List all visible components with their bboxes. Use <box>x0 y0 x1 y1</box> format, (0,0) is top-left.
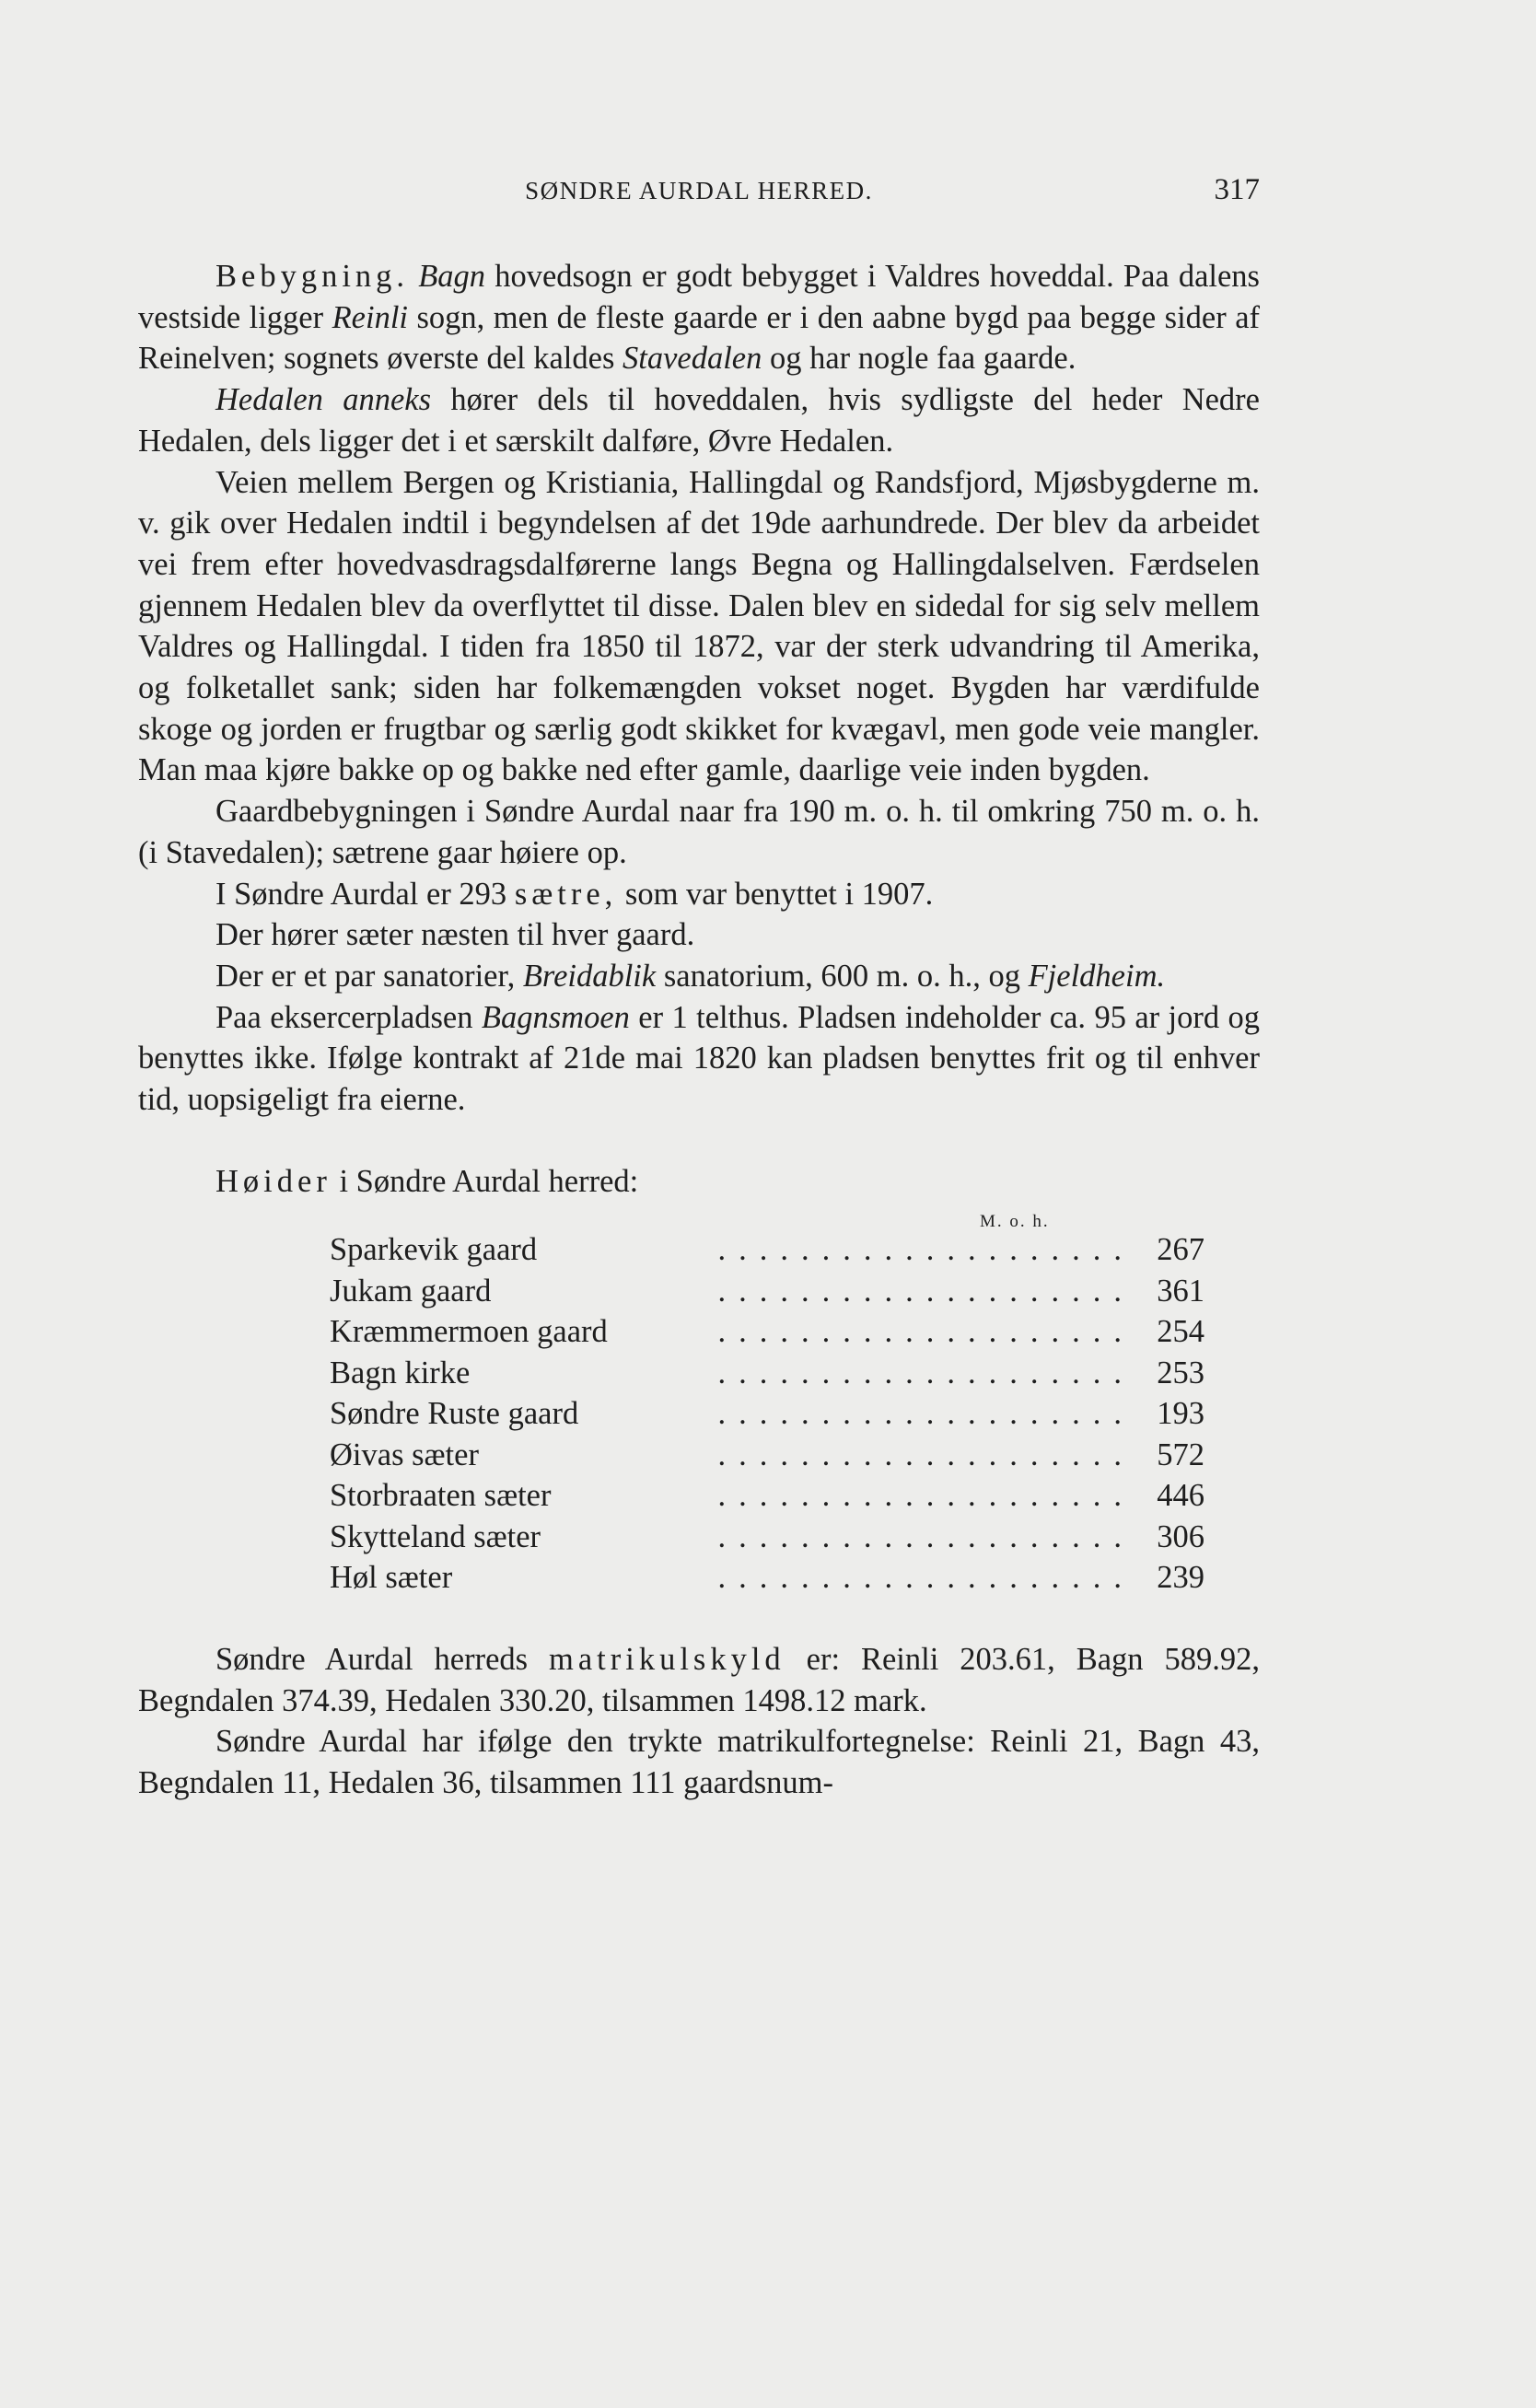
height-value: 254 <box>1157 1314 1204 1350</box>
leader-dots: .................... <box>717 1518 1135 1554</box>
height-value: 361 <box>1157 1273 1204 1309</box>
place-name: Reinli <box>332 299 409 335</box>
table-row <box>330 1229 1204 1271</box>
leader-dots: .................... <box>717 1355 1135 1390</box>
text-run: er 1 telthus. Pladsen indeholder ca. 95 ar jord og benyttes ikke. Ifølge kontrakt af 21de mai 1820 kan pladsen benyttes frit og til enhver tid, uopsigeligt fra eierne. <box>138 999 1261 1118</box>
paragraph-hedalen <box>138 379 1260 461</box>
height-name: Bagn kirke <box>330 1355 471 1390</box>
unit-label: M. o. h. <box>980 1212 1050 1232</box>
height-name: Høl sæter <box>330 1560 453 1596</box>
paragraph-saetre <box>138 874 1260 915</box>
spaced-word: Høider <box>215 1163 332 1199</box>
paragraph-bebygning <box>138 256 1260 379</box>
height-name: Søndre Ruste gaard <box>330 1396 579 1432</box>
paragraph-sanatorier <box>138 956 1260 997</box>
height-value: 239 <box>1157 1560 1204 1596</box>
text-run: og har nogle faa gaarde. <box>762 341 1076 377</box>
height-name: Øivas sæter <box>330 1437 479 1472</box>
leader-dots: .................... <box>717 1232 1135 1268</box>
leader-dots: .................... <box>717 1478 1135 1514</box>
text-run: som var benyttet i 1907. <box>617 876 934 912</box>
text-run: sanatorium, 600 m. o. h., og <box>656 958 1029 994</box>
text-run: Søndre Aurdal herreds <box>215 1641 550 1677</box>
paragraph-gaardbebygningen: Gaardbebygningen i Søndre Aurdal naar fra 190 m. o. h. til omkring 750 m. o. h. (i Stavedalen); sætrene gaar høiere op. <box>138 794 1260 870</box>
place-name: Hedalen anneks <box>215 382 432 418</box>
height-value: 253 <box>1157 1355 1204 1390</box>
height-value: 572 <box>1157 1437 1204 1472</box>
place-name: Bagn <box>418 259 486 294</box>
table-row <box>330 1517 1204 1558</box>
body-text <box>138 256 1260 1804</box>
height-value: 306 <box>1157 1518 1204 1554</box>
unit-row <box>138 1202 1260 1232</box>
page-number: 317 <box>1214 173 1260 206</box>
height-name: Jukam gaard <box>330 1273 492 1309</box>
spaced-word: matrikulskyld <box>549 1641 785 1677</box>
table-row <box>330 1557 1204 1599</box>
table-row <box>330 1353 1204 1394</box>
paragraph-veien: Veien mellem Bergen og Kristiania, Hallingdal og Randsfjord, Mjøsbygderne m. v. gik over Hedalen indtil i begyndelsen af det 19de aarhundrede. Der blev da arbeidet vei frem efter hovedvasdragsdalførerne langs Begna og Hallingdalselven. Færdselen gjennem Hedalen blev da overflyttet til disse. Dalen blev en sidedal for sig selv mellem Valdres og Hallingdal. I tiden fra 1850 til 1872, var der sterk udvandring til Amerika, og folketallet sank; siden har folkemængden vokset noget. Bygden har værdifulde skoge og jorden er frugtbar og særlig godt skikket for kvægavl, men gode veie mangler. Man maa kjøre bakke op og bakke ned efter gamle, daarlige veie inden bygden. <box>138 464 1260 788</box>
height-value: 446 <box>1157 1478 1204 1514</box>
text-run <box>409 259 418 294</box>
leader-dots: .................... <box>717 1314 1135 1350</box>
text-run: I Søndre Aurdal er 293 <box>215 876 515 912</box>
height-name: Skytteland sæter <box>330 1518 541 1554</box>
height-value: 193 <box>1157 1396 1204 1432</box>
table-row <box>330 1393 1204 1435</box>
heights-heading <box>138 1161 1260 1203</box>
place-name: Bagnsmoen <box>481 999 630 1035</box>
text-run: er: Reinli 203.61, Bagn 589.92, Begndalen 374.39, Hedalen 330.20, tilsammen 1498.12 mark. <box>138 1641 1260 1718</box>
text-run: Paa eksercerpladsen <box>215 999 482 1035</box>
table-row <box>330 1311 1204 1353</box>
paragraph-eksercerpladsen <box>138 997 1260 1121</box>
paragraph-matrikulskyld <box>138 1639 1260 1721</box>
place-name: Stavedalen <box>623 341 762 377</box>
leader-dots: .................... <box>717 1560 1135 1596</box>
text-run: sogn, men de fleste gaarde er i den aabne bygd paa begge sider af Reinelven; sognets øverste del kaldes <box>138 299 1261 377</box>
leader-dots: .................... <box>717 1273 1135 1309</box>
heights-rows <box>330 1229 1204 1599</box>
text-run: hovedsogn er godt bebygget i Valdres hoveddal. Paa dalens vestside ligger <box>138 259 1260 335</box>
text-run: i Søndre Aurdal herred: <box>331 1163 639 1199</box>
leader-dots: .................... <box>717 1437 1135 1472</box>
height-name: Kræmmermoen gaard <box>330 1314 608 1350</box>
heights-table <box>138 1161 1260 1599</box>
height-name: Sparkevik gaard <box>330 1232 538 1268</box>
place-name: Fjeldheim. <box>1028 958 1166 994</box>
place-name: Breidablik <box>522 958 657 994</box>
table-row <box>330 1271 1204 1312</box>
height-name: Storbraaten sæter <box>330 1478 552 1514</box>
leader-dots: .................... <box>717 1396 1135 1432</box>
height-value: 267 <box>1157 1232 1204 1268</box>
section-lead: Bebygning. <box>215 259 410 294</box>
table-row <box>330 1475 1204 1517</box>
paragraph-saeter: Der hører sæter næsten til hver gaard. <box>215 917 695 953</box>
table-row <box>330 1435 1204 1476</box>
running-title: SØNDRE AURDAL HERRED. <box>525 177 873 204</box>
paragraph-matrikulfortegnelse: Søndre Aurdal har ifølge den trykte matrikulfortegnelse: Reinli 21, Bagn 43, Begndalen 11, Hedalen 36, tilsammen 111 gaardsnum- <box>138 1724 1260 1801</box>
spaced-word: sætre, <box>514 876 618 912</box>
page-header <box>138 173 1260 223</box>
text-run: Der er et par sanatorier, <box>215 958 523 994</box>
text-run: hører dels til hoveddalen, hvis sydligste del heder Nedre Hedalen, dels ligger det i et særskilt dalføre, Øvre Hedalen. <box>138 382 1260 459</box>
